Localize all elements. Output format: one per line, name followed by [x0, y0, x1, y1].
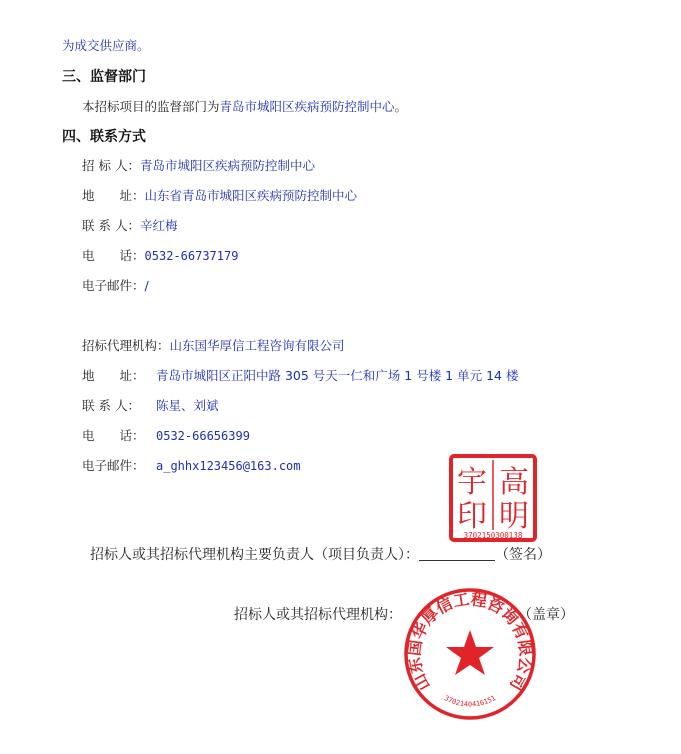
- seal-char: 明: [499, 499, 529, 534]
- contact-value: 0532-66737179: [144, 249, 239, 263]
- seal-code: 3702140416151: [442, 694, 498, 709]
- seal-ring-text: 山东国华厚信工程咨询有限公司: [404, 589, 536, 694]
- contact-value: 青岛市城阳区正阳中路 305 号天一仁和广场 1 号楼 1 单元 14 楼: [156, 368, 519, 383]
- contact-label: 电 话：: [82, 248, 145, 263]
- contact-label: 联 系 人：: [82, 218, 140, 233]
- seal-char: 高: [499, 465, 529, 500]
- tenderer-row-phone: [82, 246, 238, 264]
- signature-line-1: [90, 544, 551, 564]
- seal-char: 印: [457, 499, 487, 534]
- contact-value: 陈星、刘斌: [156, 398, 219, 413]
- supervision-dept: 青岛市城阳区疾病预防控制中心: [219, 99, 395, 114]
- agency-row-address: [82, 366, 518, 384]
- contact-label: 电 话：: [82, 428, 145, 443]
- contact-label: 联 系 人：: [82, 398, 140, 413]
- signature-blank[interactable]: [419, 546, 495, 561]
- section3-text: [82, 97, 407, 115]
- signature-line-2: [234, 604, 574, 624]
- contact-value: 辛红梅: [139, 218, 178, 233]
- contact-label: 地 址：: [82, 368, 145, 383]
- contact-value: /: [144, 278, 149, 293]
- contact-value: 0532-66656399: [156, 429, 250, 443]
- signature-line-2-prefix: 招标人或其招标代理机构：: [234, 607, 402, 623]
- section3-text-suffix: 。: [394, 99, 408, 114]
- contact-label: 招 标 人：: [82, 158, 140, 173]
- contact-value: a_ghhx123456@163.com: [156, 459, 301, 473]
- section3-text-prefix: 本招标项目的监督部门为: [82, 99, 220, 114]
- agency-row-contact: [82, 396, 219, 414]
- tenderer-row-email: [82, 276, 149, 294]
- tenderer-row-address: [82, 186, 357, 204]
- tenderer-row-contact: [82, 216, 177, 234]
- contact-label: 电子邮件：: [82, 278, 145, 293]
- agency-row-name: [82, 336, 345, 354]
- personal-seal-stamp: [447, 452, 539, 548]
- intro-tail: 为成交供应商。: [62, 38, 150, 53]
- contact-value: 山东省青岛市城阳区疾病预防控制中心: [144, 188, 358, 203]
- tenderer-row-name: [82, 156, 315, 174]
- contact-label: 地 址：: [82, 188, 145, 203]
- signature-line-1-prefix: 招标人或其招标代理机构主要负责人（项目负责人）：: [90, 547, 419, 563]
- section4-heading: 四、联系方式: [62, 129, 146, 145]
- seal-char: 宇: [457, 465, 487, 500]
- signature-line-1-suffix: （签名）: [495, 547, 551, 563]
- contact-value: 青岛市城阳区疾病预防控制中心: [139, 158, 315, 173]
- signature-line-2-suffix: （盖章）: [518, 607, 574, 623]
- star-icon: [446, 630, 494, 675]
- agency-row-email: [82, 456, 301, 474]
- seal-code: 3702150300138: [463, 531, 523, 540]
- contact-label: 招标代理机构：: [82, 338, 170, 353]
- contact-label: 电子邮件：: [82, 458, 145, 473]
- contact-value: 山东国华厚信工程咨询有限公司: [169, 338, 345, 353]
- agency-row-phone: [82, 426, 250, 444]
- section3-heading: 三、监督部门: [62, 69, 146, 85]
